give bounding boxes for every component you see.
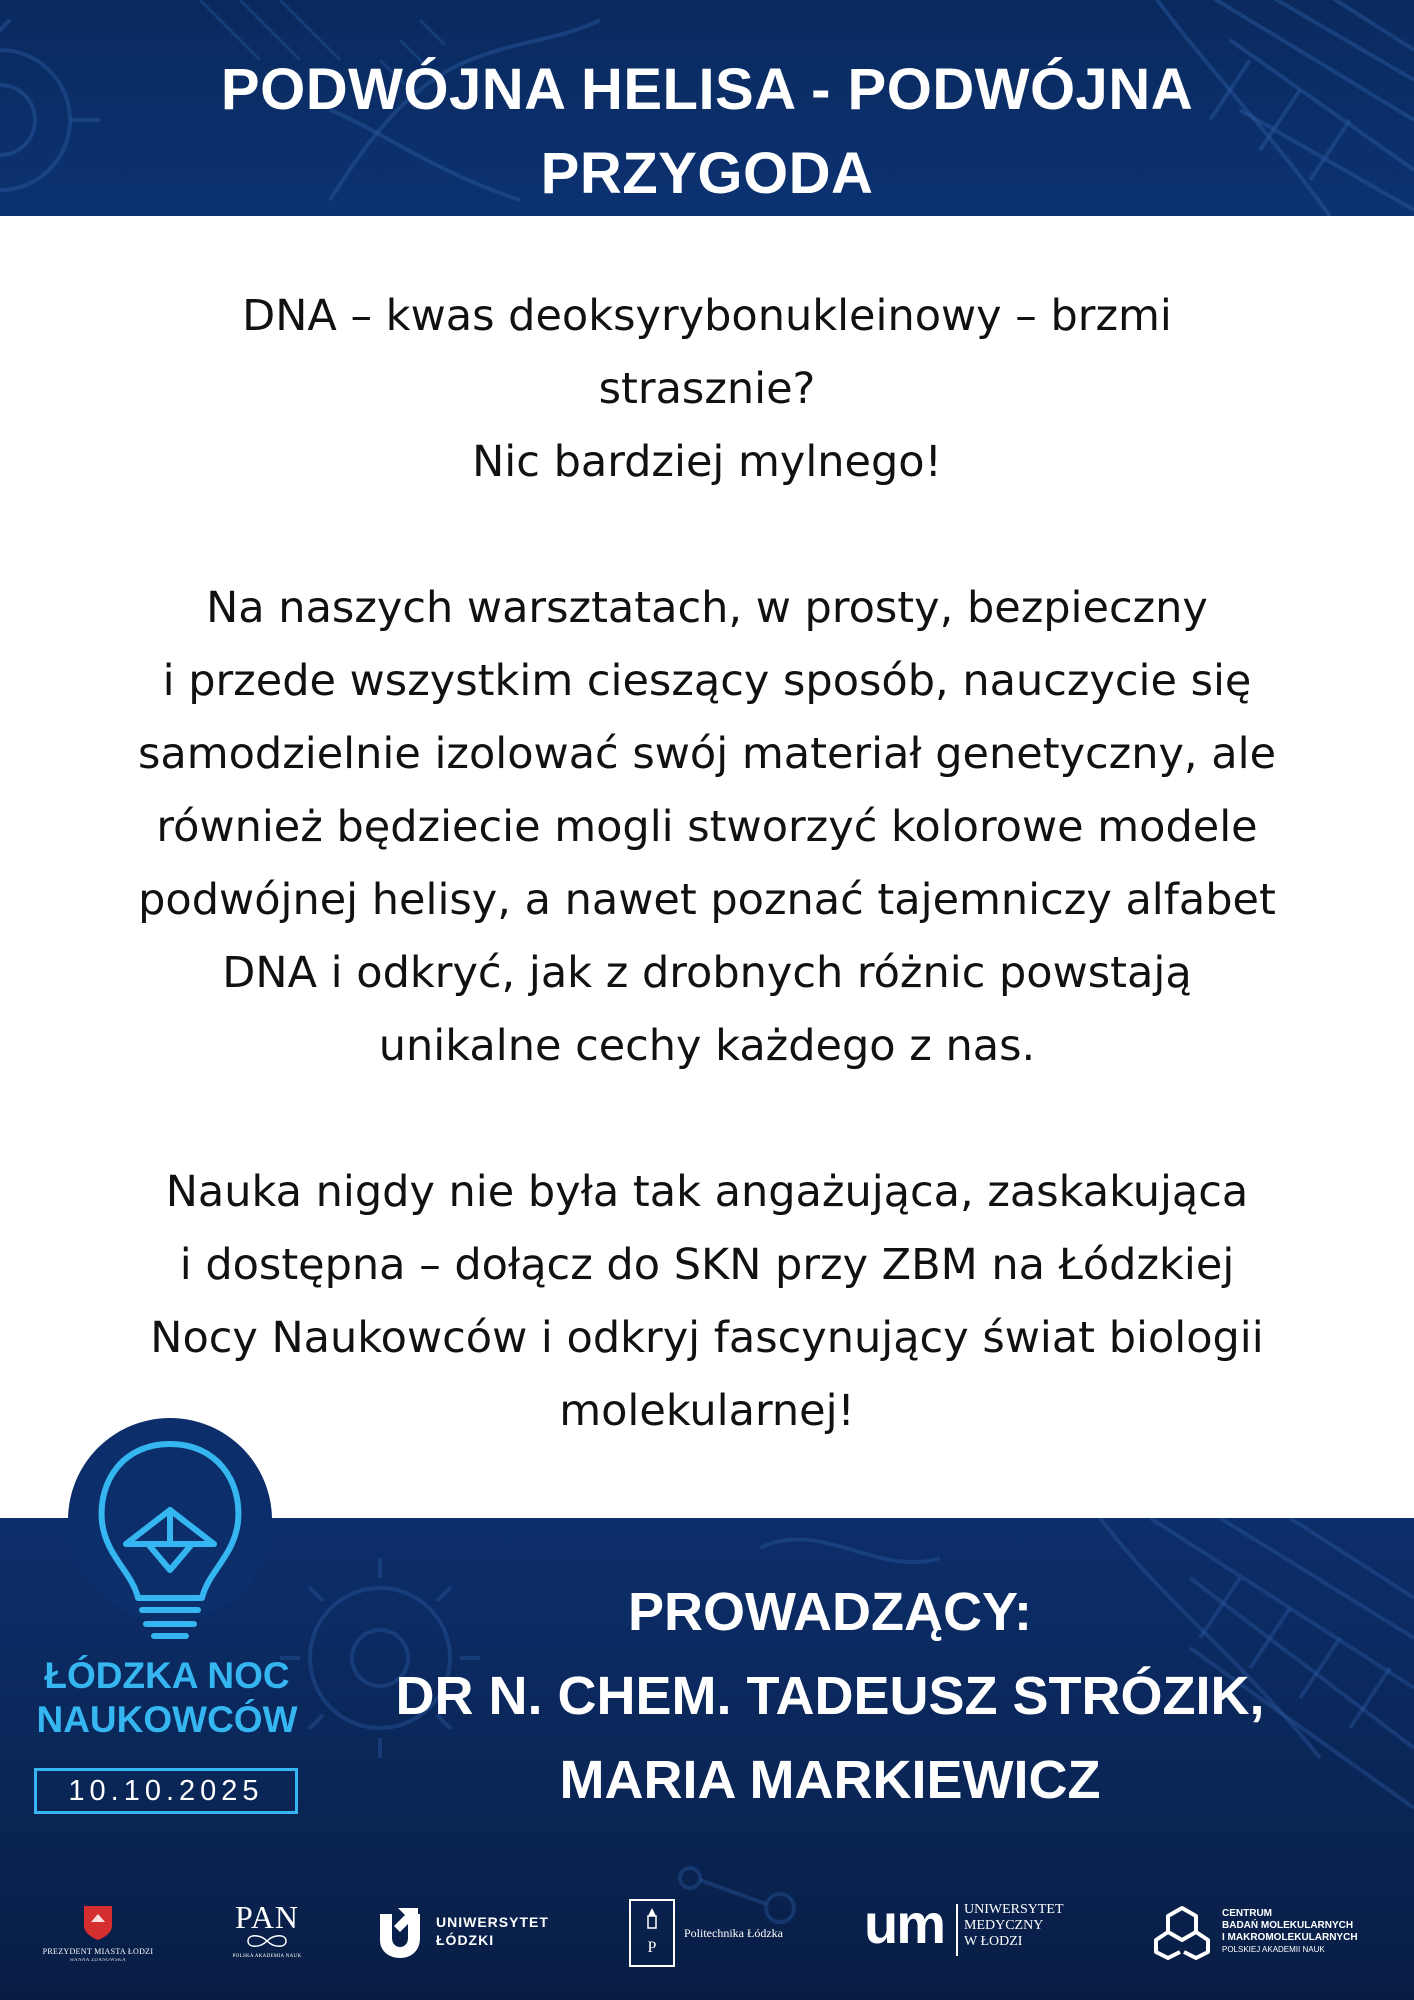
paragraph-1-line-2: strasznie? <box>598 364 816 414</box>
paragraph-1-line-1: DNA – kwas deoksyrybonukleinowy – brzmi <box>242 291 1172 341</box>
page-title <box>0 48 1414 216</box>
paragraph-3-line-1: Nauka nigdy nie była tak angażująca, zaskakująca <box>165 1167 1249 1217</box>
paragraph-2-line-6: DNA i odkryć, jak z drobnych różnic powstają <box>222 948 1192 998</box>
event-date: 10.10.2025 <box>34 1768 298 1814</box>
logo-cbmm-line-3: I MAKROMOLEKULARNYCH <box>1222 1932 1358 1943</box>
paragraph-2-line-5: podwójnej helisy, a nawet poznać tajemniczy alfabet <box>138 875 1276 925</box>
logo-uniwersytet-lodzki <box>374 1904 564 1964</box>
logo-um-line-1: UNIWERSYTET <box>964 1902 1064 1917</box>
logo-cbmm-pan <box>1152 1904 1402 1964</box>
city-crest-icon <box>82 1904 114 1942</box>
paragraph-2-line-1: Na naszych warsztatach, w prosty, bezpieczny <box>206 583 1208 633</box>
paragraph-gap <box>70 1083 1344 1156</box>
lightbulb-boat-icon <box>88 1432 252 1642</box>
paragraph-gap <box>70 499 1344 572</box>
page-title-line-1: PODWÓJNA HELISA - PODWÓJNA <box>220 57 1194 122</box>
event-name <box>22 1654 312 1742</box>
logo-um-line-2: MEDYCZNY <box>964 1918 1044 1933</box>
description-text <box>70 280 1344 1448</box>
logo-uniwersytet-medyczny <box>864 1892 1084 1960</box>
logo-prezydent-line-2: HANNA ZDANOWSKA <box>70 1958 126 1963</box>
leaders-label: PROWADZĄCY: <box>628 1582 1032 1642</box>
logo-politechnika-lodzka <box>628 1898 798 1978</box>
logo-cbmm-line-1: CENTRUM <box>1222 1908 1272 1919</box>
partner-logos <box>0 1890 1414 1990</box>
leaders-block <box>330 1570 1330 1822</box>
logo-um-line-3: W ŁODZI <box>964 1934 1023 1949</box>
logo-pan-sub: POLSKA AKADEMIA NAUK <box>232 1954 302 1959</box>
paragraph-1-line-3: Nic bardziej mylnego! <box>472 437 942 487</box>
leader-names-line-1: DR N. CHEM. TADEUSZ STRÓZIK, <box>395 1666 1265 1726</box>
logo-cbmm-line-4: POLSKIEJ AKADEMII NAUK <box>1222 1945 1325 1954</box>
event-name-line-1: ŁÓDZKA NOC <box>44 1655 290 1696</box>
logo-cbmm-line-2: BADAŃ MOLEKULARNYCH <box>1222 1920 1354 1931</box>
paragraph-2-line-7: unikalne cechy każdego z nas. <box>378 1021 1036 1071</box>
logo-um-mark: um <box>864 1892 944 1955</box>
event-name-line-2: NAUKOWCÓW <box>36 1699 298 1740</box>
logo-pan <box>222 1900 312 1960</box>
page-title-line-2: PRZYGODA <box>540 141 874 206</box>
ul-arrow-icon <box>374 1904 426 1960</box>
infinity-icon <box>242 1934 292 1948</box>
pl-crest-icon <box>628 1898 676 1968</box>
logo-ul-line-1: UNIWERSYTET <box>436 1914 549 1930</box>
paragraph-2-line-4: również będziecie mogli stworzyć kolorowe modele <box>156 802 1258 852</box>
logo-ul-line-2: ŁÓDZKI <box>436 1932 495 1948</box>
paragraph-3-line-3: Nocy Naukowców i odkryj fascynujący świat biologii <box>150 1313 1264 1363</box>
molecule-icon <box>1152 1904 1212 1960</box>
logo-prezydent-lodzi <box>38 1904 158 1964</box>
logo-um-divider <box>956 1904 958 1956</box>
logo-prezydent-line-1: PREZYDENT MIASTA ŁODZI <box>42 1947 154 1956</box>
logo-pan-mark: PAN <box>234 1899 300 1935</box>
paragraph-3-line-4: molekularnej! <box>559 1386 855 1436</box>
leader-names-line-2: MARIA MARKIEWICZ <box>559 1750 1101 1810</box>
paragraph-3-line-2: i dostępna – dołącz do SKN przy ZBM na Łódzkiej <box>179 1240 1235 1290</box>
svg-text:P: P <box>647 1939 657 1956</box>
paragraph-2-line-2: i przede wszystkim cieszący sposób, nauczycie się <box>162 656 1252 706</box>
paragraph-2-line-3: samodzielnie izolować swój materiał genetyczny, ale <box>137 729 1277 779</box>
logo-pl-name: Politechnika Łódzka <box>684 1926 783 1940</box>
